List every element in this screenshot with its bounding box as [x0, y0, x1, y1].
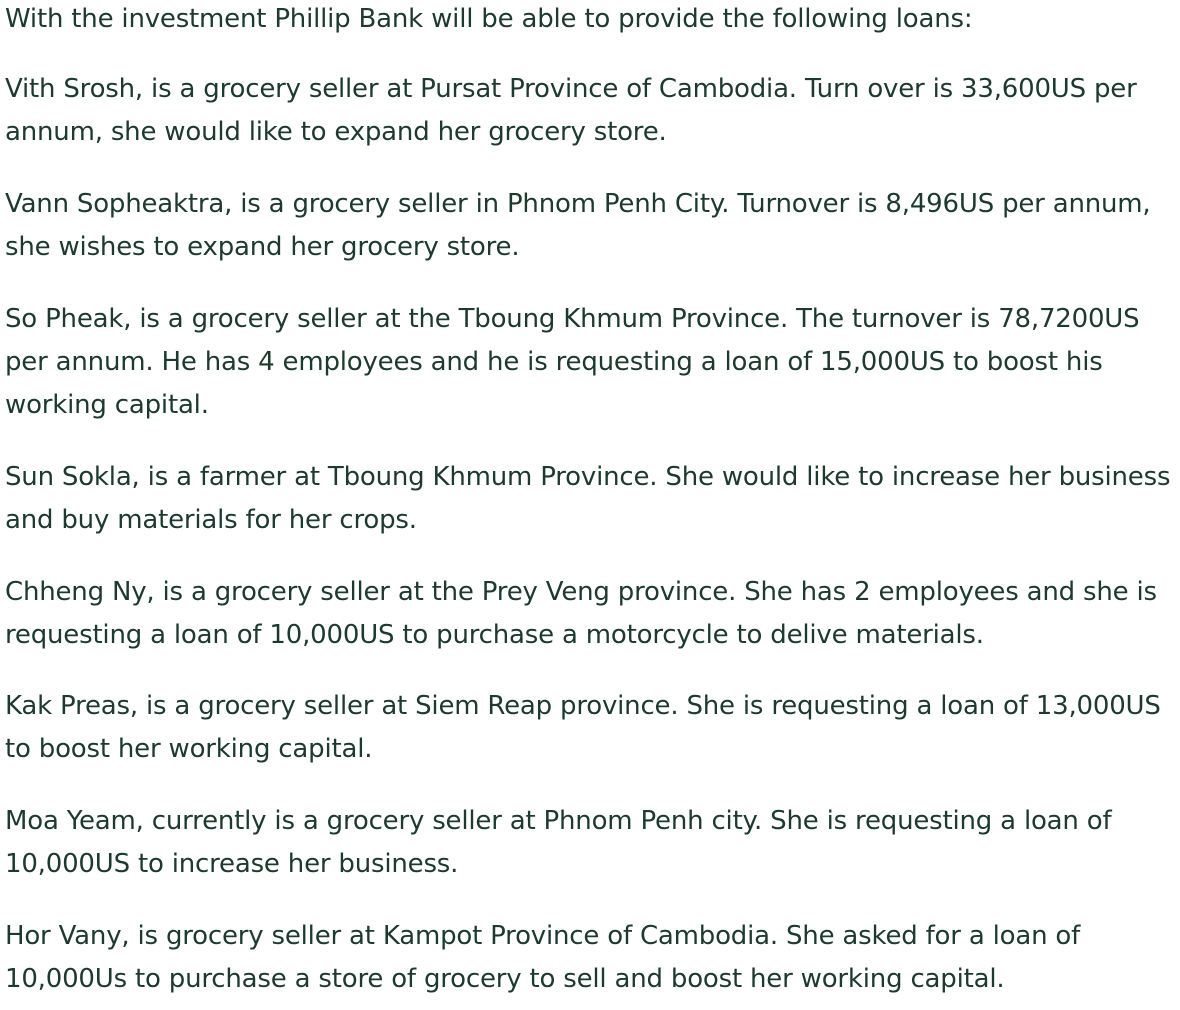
loan-paragraph-so-pheak: So Pheak, is a grocery seller at the Tboung Khmum Province. The turnover is 78,7200US per annum. He has 4 employees and he is requesting a loan of 15,000US to boost his working capital.: [5, 304, 1140, 420]
intro-paragraph: With the investment Phillip Bank will be able to provide the following loans:: [5, 4, 973, 34]
loan-paragraph-kak-preas: Kak Preas, is a grocery seller at Siem Reap province. She is requesting a loan of 13,000US to boost her working capital.: [5, 691, 1161, 764]
loan-paragraph-vith-srosh: Vith Srosh, is a grocery seller at Pursat Province of Cambodia. Turn over is 33,600US per annum, she would like to expand her grocery store.: [5, 74, 1137, 147]
loan-paragraph-chheng-ny: Chheng Ny, is a grocery seller at the Prey Veng province. She has 2 employees and she is requesting a loan of 10,000US to purchase a motorcycle to delive materials.: [5, 577, 1157, 650]
loan-paragraph-vann-sopheaktra: Vann Sopheaktra, is a grocery seller in Phnom Penh City. Turnover is 8,496US per annum, she wishes to expand her grocery store.: [5, 189, 1151, 262]
loan-paragraph-sun-sokla: Sun Sokla, is a farmer at Tboung Khmum Province. She would like to increase her business and buy materials for her crops.: [5, 462, 1171, 535]
loan-paragraph-hor-vany: Hor Vany, is grocery seller at Kampot Province of Cambodia. She asked for a loan of 10,000Us to purchase a store of grocery to sell and boost her working capital.: [5, 921, 1081, 994]
loan-paragraph-moa-yeam: Moa Yeam, currently is a grocery seller at Phnom Penh city. She is requesting a loan of 10,000US to increase her business.: [5, 806, 1112, 879]
